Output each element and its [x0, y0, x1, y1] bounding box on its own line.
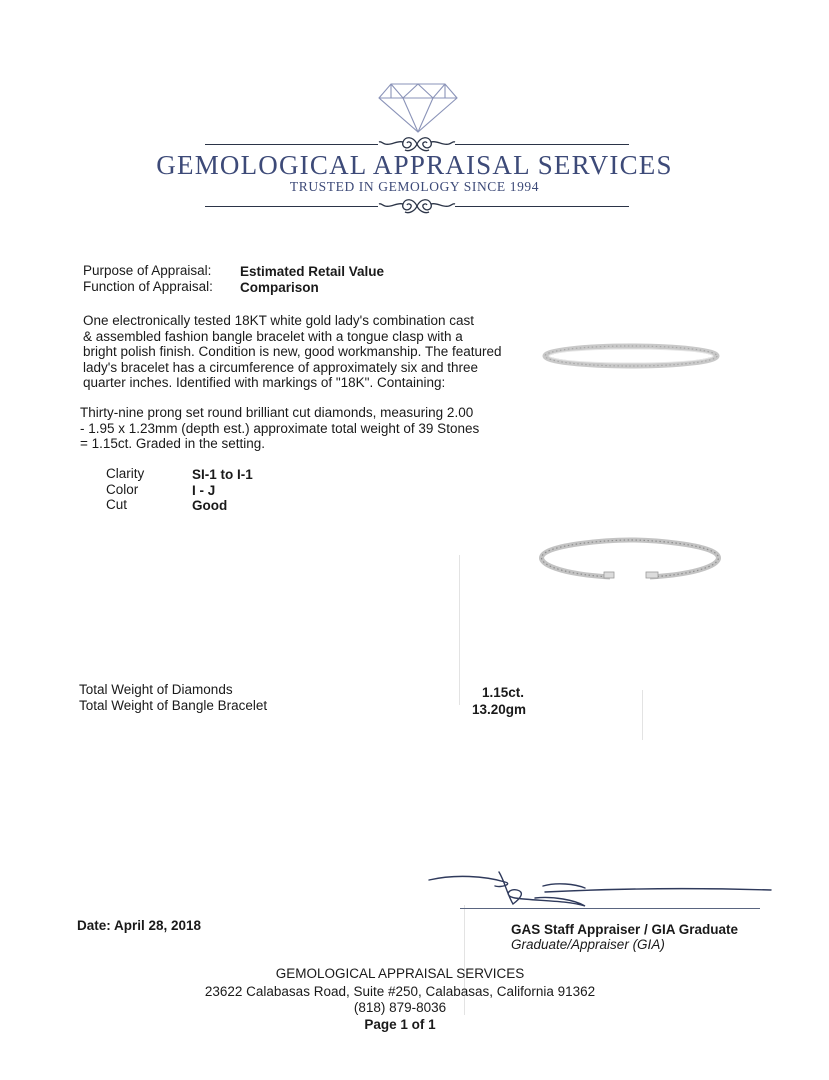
appraisal-date: Date: April 28, 2018 — [77, 918, 202, 933]
page-number: Page 1 of 1 — [364, 1017, 436, 1032]
header-top-rule-right — [455, 144, 629, 145]
footer-company-name: GEMOLOGICAL APPRAISAL SERVICES — [275, 966, 525, 981]
signature-line — [460, 908, 760, 909]
scroll-ornament-icon — [378, 195, 456, 217]
purpose-label: Purpose of Appraisal: — [83, 263, 212, 278]
bracelet-side-photo — [538, 334, 724, 378]
total-bracelet-label: Total Weight of Bangle Bracelet — [79, 698, 268, 713]
header-bottom-rule-right — [455, 206, 629, 207]
function-value: Comparison — [240, 280, 319, 295]
function-label: Function of Appraisal: — [83, 279, 213, 294]
divider-line — [459, 555, 460, 705]
total-diamonds-label: Total Weight of Diamonds — [79, 682, 233, 697]
header-bottom-rule-left — [205, 206, 378, 207]
clarity-value: SI-1 to I-1 — [192, 467, 253, 482]
diamond-icon — [377, 82, 459, 134]
purpose-value: Estimated Retail Value — [240, 264, 385, 279]
bracelet-top-photo — [530, 530, 730, 586]
total-diamonds-value: 1.15ct. — [482, 685, 525, 700]
total-bracelet-value: 13.20gm — [472, 702, 527, 717]
diamond-description: Thirty-nine prong set round brilliant cut diamonds, measuring 2.00 - 1.95 x 1.23mm (depth est.) approximate total weight of 39 Stones = 1.15ct. Graded in the setting. — [80, 405, 480, 452]
color-label: Color — [106, 482, 139, 497]
appraiser-subtitle: Graduate/Appraiser (GIA) — [511, 937, 665, 952]
divider-line — [642, 690, 643, 740]
footer-address: 23622 Calabasas Road, Suite #250, Calabasas, California 91362 — [204, 984, 596, 999]
color-value: I - J — [192, 483, 216, 498]
appraiser-title: GAS Staff Appraiser / GIA Graduate — [511, 922, 739, 937]
footer-phone: (818) 879-8036 — [353, 1000, 447, 1015]
item-description: One electronically tested 18KT white gold lady's combination cast & assembled fashion bangle bracelet with a tongue clasp with a bright polish finish. Condition is new, good workmanship. The featured lady's bracelet has a circumference of approximately six and three quarter inches. Identified with markings of "18K". Containing: — [83, 313, 502, 391]
cut-value: Good — [192, 498, 228, 513]
clarity-label: Clarity — [106, 466, 145, 481]
company-tagline: TRUSTED IN GEMOLOGY SINCE 1994 — [289, 179, 540, 194]
header-top-rule-left — [205, 144, 378, 145]
company-name-heading: GEMOLOGICAL APPRAISAL SERVICES — [156, 150, 673, 180]
cut-label: Cut — [106, 497, 128, 512]
